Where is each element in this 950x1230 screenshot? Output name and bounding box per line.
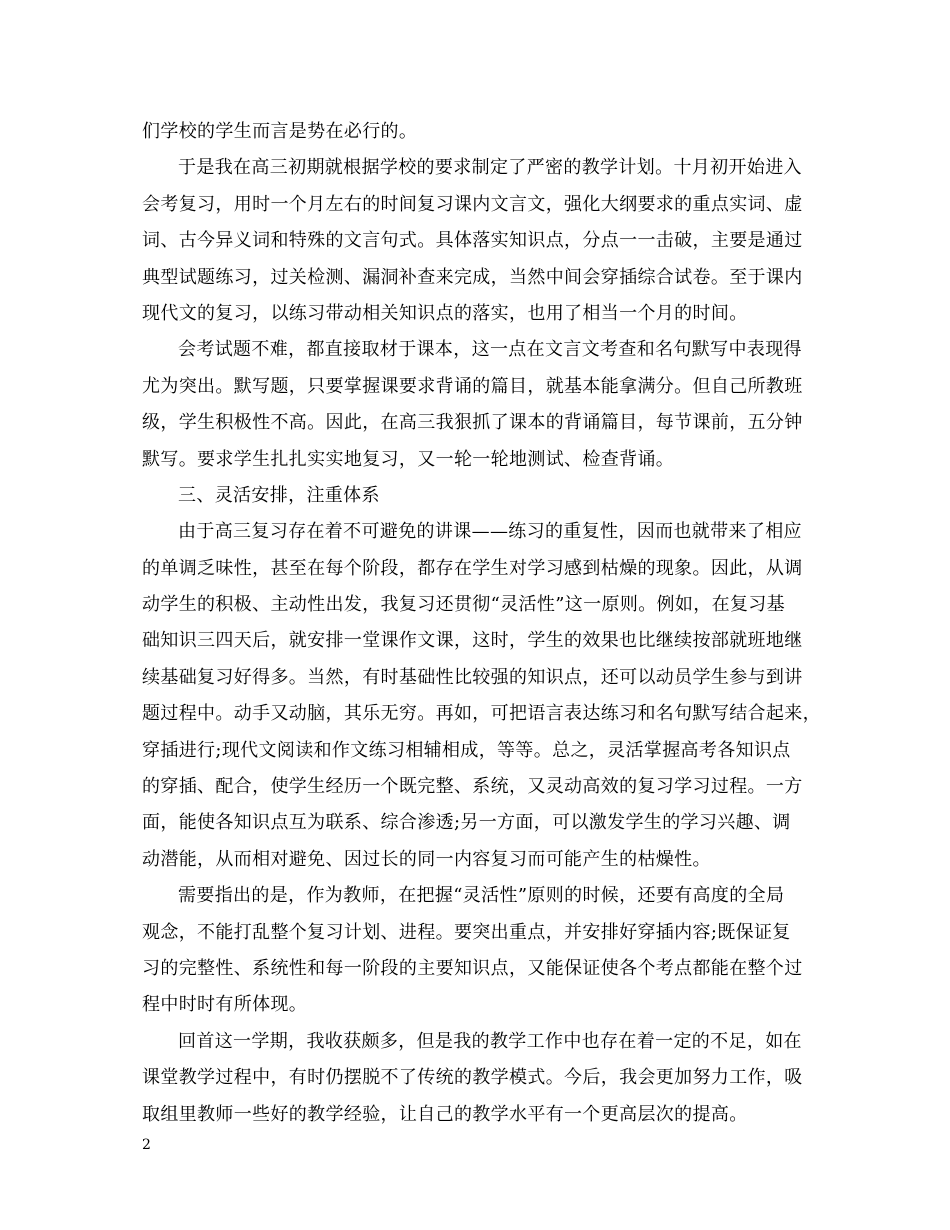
text-line: 现代文的复习，以练习带动相关知识点的落实，也用了相当一个月的时间。 (142, 302, 748, 324)
text-line: 的穿插、配合，使学生经历一个既完整、系统，又灵动高效的复习学习过程。一方 (142, 776, 803, 798)
text-line: 穿插进行;现代文阅读和作文练习相辅相成，等等。总之，灵活掌握高考各知识点 (142, 739, 791, 761)
text-line: 续基础复习好得多。当然，有时基础性比较强的知识点，还可以动员学生参与到讲 (142, 666, 803, 688)
text-line: 程中时时有所体现。 (142, 994, 308, 1016)
text-line: 三、灵活安排，注重体系 (178, 484, 380, 506)
text-line: 观念，不能打乱整个复习计划、进程。要突出重点，并安排好穿插内容;既保证复 (142, 921, 791, 943)
text-line: 回首这一学期，我收获颇多，但是我的教学工作中也存在着一定的不足，如在 (178, 1030, 802, 1052)
text-line: 会考复习，用时一个月左右的时间复习课内文言文，强化大纲要求的重点实词、虚 (142, 193, 803, 215)
text-line: 课堂教学过程中，有时仍摆脱不了传统的教学模式。今后，我会更加努力工作，吸 (142, 1067, 803, 1089)
text-line: 尤为突出。默写题，只要掌握课要求背诵的篇目，就基本能拿满分。但自己所教班 (142, 375, 803, 397)
text-line: 默写。要求学生扎扎实实地复习，又一轮一轮地测试、检查背诵。 (142, 448, 675, 470)
text-line: 础知识三四天后，就安排一堂课作文课，这时，学生的效果也比继续按部就班地继 (142, 630, 803, 652)
document-body (142, 114, 821, 1133)
text-line: 面，能使各知识点互为联系、综合渗透;另一方面，可以激发学生的学习兴趣、调 (142, 812, 791, 834)
text-line: 典型试题练习，过关检测、漏洞补查来完成，当然中间会穿插综合试卷。至于课内 (142, 266, 803, 288)
text-line: 词、古今异义词和特殊的文言句式。具体落实知识点，分点一一击破，主要是通过 (142, 230, 803, 252)
text-line: 动潜能，从而相对避免、因过长的同一内容复习而可能产生的枯燥性。 (142, 848, 711, 870)
text-line: 题过程中。动手又动脑，其乐无穷。再如，可把语言表达练习和名句默写结合起来， (142, 703, 821, 725)
text-line: 会考试题不难，都直接取材于课本，这一点在文言文考查和名句默写中表现得 (178, 339, 802, 361)
text-line: 需要指出的是，作为教师，在把握“灵活性”原则的时候，还要有高度的全局 (178, 885, 785, 907)
text-line: 由于高三复习存在着不可避免的讲课——练习的重复性，因而也就带来了相应 (178, 521, 802, 543)
text-line: 动学生的积极、主动性出发，我复习还贯彻“灵活性”这一原则。例如，在复习基 (142, 594, 786, 616)
text-line: 们学校的学生而言是势在必行的。 (142, 121, 418, 142)
text-line: 的单调乏味性，甚至在每个阶段，都存在学生对学习感到枯燥的现象。因此，从调 (142, 557, 803, 579)
page-number: 2 (142, 1137, 151, 1153)
text-line: 级，学生积极性不高。因此，在高三我狠抓了课本的背诵篇目，每节课前，五分钟 (142, 412, 803, 434)
text-line: 取组里教师一些好的教学经验，让自己的教学水平有一个更高层次的提高。 (142, 1103, 748, 1125)
text-line: 于是我在高三初期就根据学校的要求制定了严密的教学计划。十月初开始进入 (178, 157, 802, 179)
text-line: 习的完整性、系统性和每一阶段的主要知识点，又能保证使各个考点都能在整个过 (142, 957, 803, 979)
